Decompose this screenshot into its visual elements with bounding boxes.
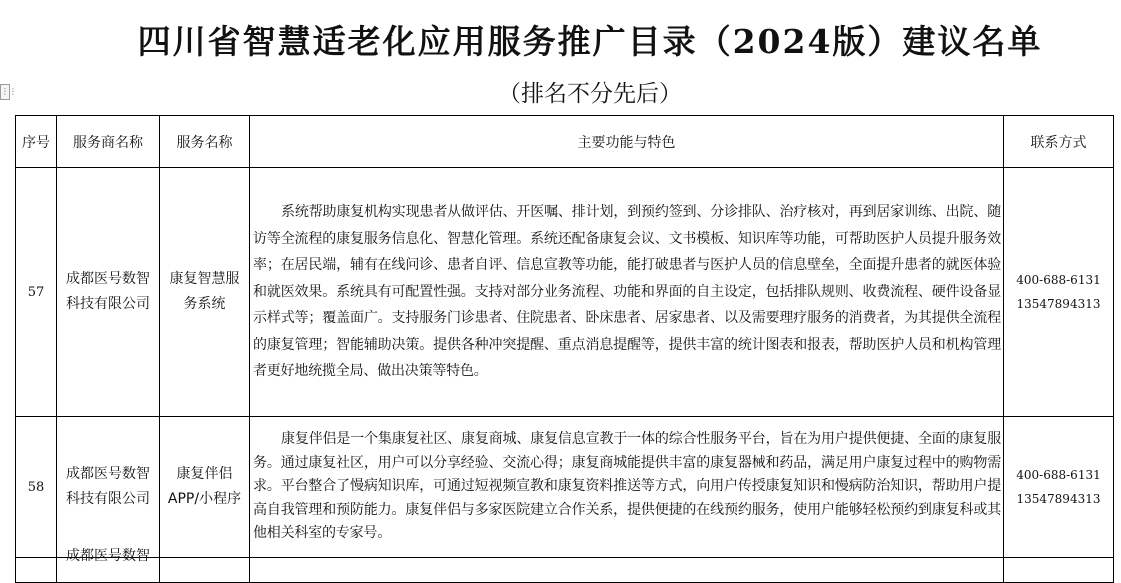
company-name-line: 成都医号数智 xyxy=(66,548,150,564)
company-name xyxy=(57,168,160,417)
table-row xyxy=(16,417,1114,558)
service-name-line: 康复智慧服 xyxy=(169,271,240,287)
table-row xyxy=(16,168,1114,417)
header-no: 序号 xyxy=(16,116,57,168)
row-number: 57 xyxy=(16,168,57,417)
service-name-line: 务系统 xyxy=(183,296,226,312)
header-features: 主要功能与特色 xyxy=(250,116,1004,168)
contact-phone: 400-688-6131 xyxy=(1016,468,1101,482)
table-row xyxy=(16,558,1114,583)
contact-phone: 400-688-6131 xyxy=(1016,273,1101,287)
company-name-line: 成都医号数智 xyxy=(66,466,150,482)
row-number: 58 xyxy=(16,417,57,558)
table-header-row xyxy=(16,116,1114,168)
service-name xyxy=(160,558,250,583)
contact-info xyxy=(1004,417,1114,558)
contact-info xyxy=(1004,558,1114,583)
contact-phone: 13547894313 xyxy=(1016,492,1101,506)
features-text xyxy=(250,558,1004,583)
service-directory-table xyxy=(15,115,1114,583)
company-name xyxy=(57,548,160,583)
contact-phone: 13547894313 xyxy=(1016,297,1101,311)
contact-info xyxy=(1004,168,1114,417)
company-name xyxy=(57,417,160,558)
service-name-line: APP/小程序 xyxy=(167,491,242,507)
service-name xyxy=(160,168,250,417)
service-name xyxy=(160,417,250,558)
document-title: 四川省智慧适老化应用服务推广目录（2024版）建议名单 xyxy=(137,22,1043,61)
company-name-line: 科技有限公司 xyxy=(66,491,150,507)
service-name-line: 康复伴侣 xyxy=(176,466,233,482)
document-subtitle: （排名不分先后） xyxy=(498,81,682,107)
row-number xyxy=(16,558,57,583)
header-service: 服务名称 xyxy=(160,116,250,168)
features-text: 系统帮助康复机构实现患者从做评估、开医嘱、排计划，到预约签到、分诊排队、治疗核对，再到居家训练、出院、随访等全流程的康复服务信息化、智慧化管理。系统还配备康复会议、文书模板、知识库等功能，可帮助医护人员提升服务效率；在居民端，辅有在线问诊、患者自评、信息宣教等功能，能打破患者与医护人员的信息壁垒，全面提升患者的就医体验和就医效果。系统具有可配置性强。支持对部分业务流程、功能和界面的自主设定，包括排队规则、收费流程、硬件设备显示样式等；覆盖面广。支持服务门诊患者、住院患者、卧床患者、居家患者、以及需要理疗服务的消费者，为其提供全流程的康复管理；智能辅助决策。提供各种冲突提醒、重点消息提醒等，提供丰富的统计图表和报表，帮助医护人员和机构管理者更好地统揽全局、做出决策等特色。 xyxy=(250,168,1004,417)
header-company: 服务商名称 xyxy=(57,116,160,168)
company-name-line: 成都医号数智 xyxy=(66,271,150,287)
company-name-line: 科技有限公司 xyxy=(66,296,150,312)
features-text: 康复伴侣是一个集康复社区、康复商城、康复信息宣教于一体的综合性服务平台，旨在为用户提供便捷、全面的康复服务。通过康复社区，用户可以分享经验、交流心得；康复商城能提供丰富的康复器械和药品，满足用户康复过程中的购物需求。平台整合了慢病知识库，可通过短视频宣教和康复资料推送等方式，向用户传授康复知识和慢病防治知识，帮助用户提高自我管理和预防能力。康复伴侣与多家医院建立合作关系，提供便捷的在线预约服务，使用户能够轻松预约到康复科或其他相关科室的专家号。 xyxy=(250,417,1004,558)
table-move-handle[interactable]: ⋮⋮ xyxy=(0,84,10,100)
header-contact: 联系方式 xyxy=(1004,116,1114,168)
